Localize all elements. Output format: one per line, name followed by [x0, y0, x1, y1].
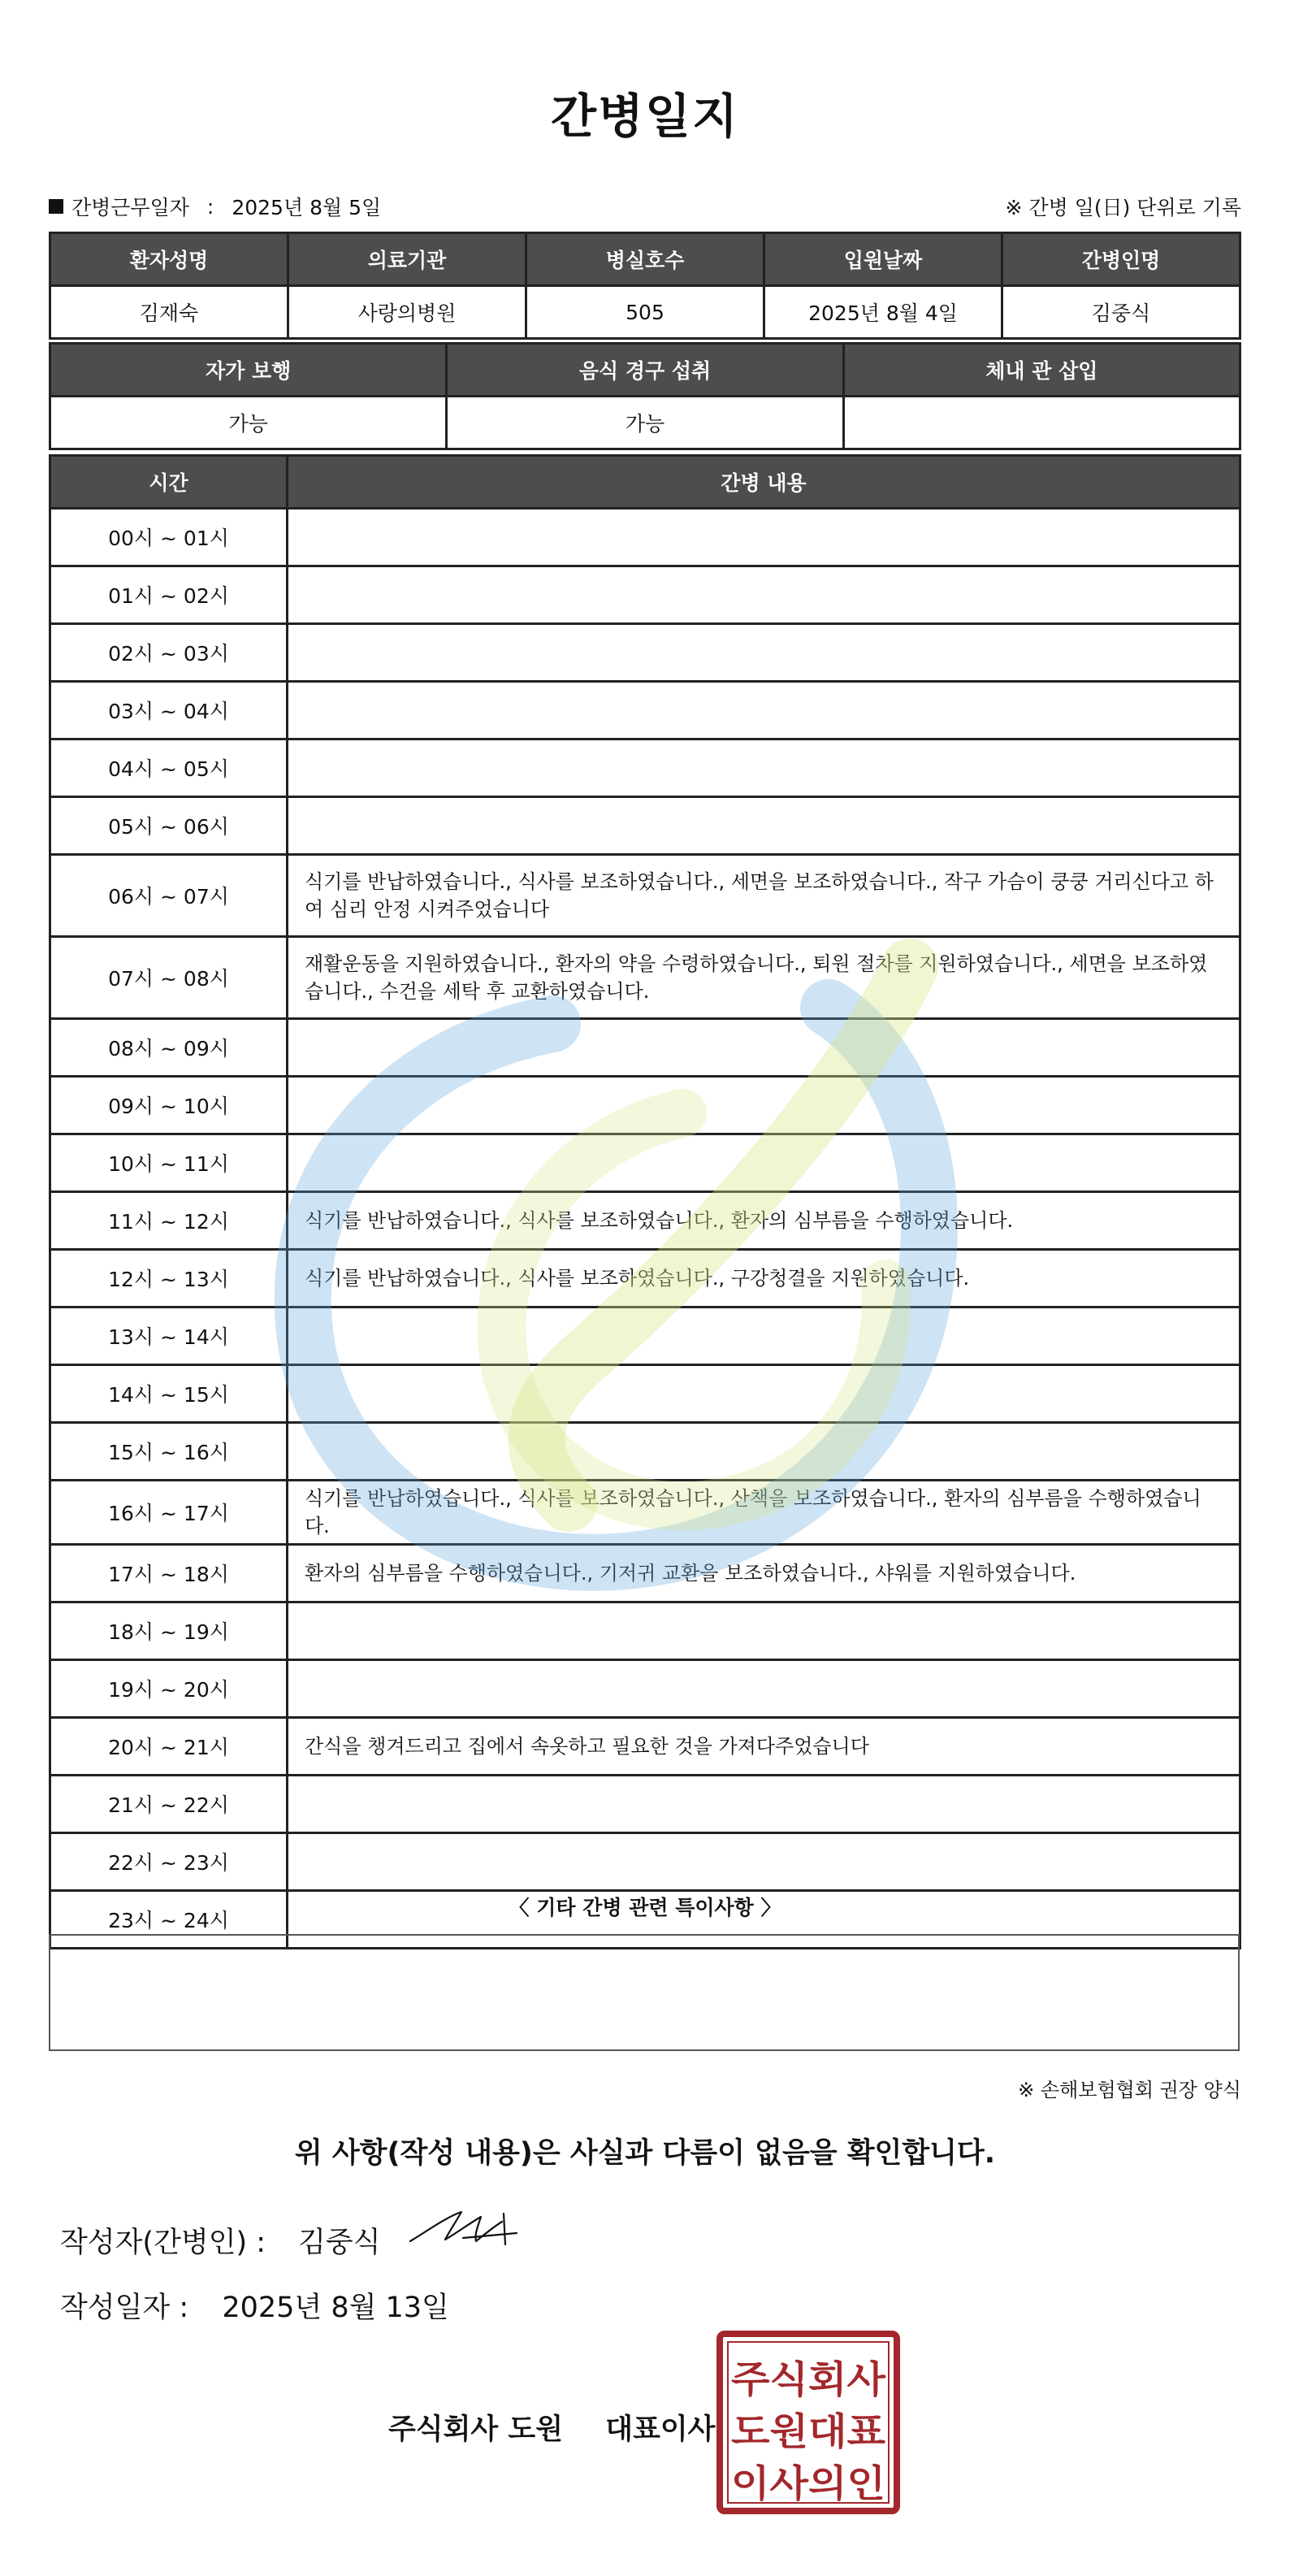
header-caregiver: 간병인명 [1002, 233, 1240, 286]
writer-label: 작성자(간병인) : [60, 2227, 266, 2259]
time-slot: 08시 ~ 09시 [50, 1019, 288, 1077]
writer-name: 김중식 [298, 2227, 381, 2259]
unit-note: ※ 간병 일(日) 단위로 기록 [1005, 196, 1241, 219]
time-slot: 06시 ~ 07시 [50, 855, 288, 937]
care-log-row [50, 855, 1240, 937]
writer-line [60, 2220, 381, 2261]
bullet-square-icon [49, 199, 63, 214]
caregiver-name: 김중식 [1002, 286, 1240, 339]
tube-insertion-value [843, 397, 1240, 449]
care-log-row [50, 1134, 1240, 1192]
care-content: 식기를 반납하였습니다., 식사를 보조하였습니다., 구강청결을 지원하였습니다. [288, 1250, 1240, 1308]
care-content [288, 1602, 1240, 1660]
care-log-row [50, 1192, 1240, 1250]
care-content [288, 1019, 1240, 1077]
care-content [288, 797, 1240, 855]
header-care-content: 간병 내용 [288, 456, 1240, 509]
time-slot: 15시 ~ 16시 [50, 1423, 288, 1481]
care-content [288, 566, 1240, 624]
time-slot: 00시 ~ 01시 [50, 509, 288, 566]
care-log-row [50, 1545, 1240, 1602]
care-content: 간식을 챙겨드리고 집에서 속옷하고 필요한 것을 가져다주었습니다 [288, 1718, 1240, 1776]
company-seal-stamp [716, 2331, 900, 2514]
header-tube-insertion: 체내 관 삽입 [843, 344, 1240, 397]
care-log-row [50, 1250, 1240, 1308]
time-slot: 23시 ~ 24시 [50, 1891, 288, 1949]
care-log-row [50, 1776, 1240, 1833]
time-slot: 09시 ~ 10시 [50, 1077, 288, 1134]
time-slot: 02시 ~ 03시 [50, 624, 288, 682]
page-title: 간병일지 [550, 89, 740, 144]
care-log-row [50, 1660, 1240, 1718]
time-slot: 07시 ~ 08시 [50, 937, 288, 1019]
time-slot: 01시 ~ 02시 [50, 566, 288, 624]
table-row [50, 286, 1240, 339]
patient-info-table [49, 232, 1241, 340]
care-log-row [50, 937, 1240, 1019]
care-content: 환자의 심부름을 수행하였습니다., 기저귀 교환을 보조하였습니다., 샤워를 지원하였습니다. [288, 1545, 1240, 1602]
care-content [288, 1660, 1240, 1718]
work-date-label: 간병근무일자 [71, 196, 189, 219]
care-content [288, 1423, 1240, 1481]
care-log-row [50, 1833, 1240, 1891]
time-slot: 16시 ~ 17시 [50, 1481, 288, 1545]
care-log-row [50, 1308, 1240, 1365]
special-notes-box [49, 1934, 1240, 2051]
care-content [288, 1833, 1240, 1891]
header-hospital: 의료기관 [288, 233, 526, 286]
care-log-row [50, 509, 1240, 566]
header-admission-date: 입원날짜 [764, 233, 1002, 286]
header-time: 시간 [50, 456, 288, 509]
care-log-row [50, 1019, 1240, 1077]
care-content [288, 1308, 1240, 1365]
time-slot: 12시 ~ 13시 [50, 1250, 288, 1308]
time-slot: 10시 ~ 11시 [50, 1134, 288, 1192]
header-oral-intake: 음식 경구 섭취 [447, 344, 843, 397]
care-log-row [50, 739, 1240, 797]
company-line [388, 2407, 715, 2448]
signature-mark [406, 2199, 520, 2256]
time-slot: 13시 ~ 14시 [50, 1308, 288, 1365]
header-room: 병실호수 [526, 233, 764, 286]
time-slot: 20시 ~ 21시 [50, 1718, 288, 1776]
time-slot: 19시 ~ 20시 [50, 1660, 288, 1718]
work-date-value: 2025년 8월 5일 [232, 196, 382, 219]
hospital-name: 사랑의병원 [288, 286, 526, 339]
time-slot: 17시 ~ 18시 [50, 1545, 288, 1602]
header-patient-name: 환자성명 [50, 233, 288, 286]
care-content [288, 682, 1240, 739]
time-slot: 22시 ~ 23시 [50, 1833, 288, 1891]
care-log-row [50, 797, 1240, 855]
care-log-table [49, 454, 1241, 1949]
written-date-value: 2025년 8월 13일 [222, 2292, 449, 2324]
care-log-row [50, 682, 1240, 739]
care-content [288, 1365, 1240, 1423]
table-row [50, 397, 1240, 449]
time-slot: 14시 ~ 15시 [50, 1365, 288, 1423]
seal-text-line: 이사의인 [731, 2461, 885, 2505]
table-header-row [50, 233, 1240, 286]
care-content: 식기를 반납하였습니다., 식사를 보조하였습니다., 세면을 보조하였습니다., 작구 가슴이 쿵쿵 거리신다고 하여 심리 안정 시켜주었습니다 [288, 855, 1240, 937]
care-content [288, 1776, 1240, 1833]
care-log-row [50, 1077, 1240, 1134]
time-slot: 18시 ~ 19시 [50, 1602, 288, 1660]
special-notes-title: 〈 기타 간병 관련 특이사항 〉 [509, 1896, 781, 1919]
written-date-line [60, 2285, 449, 2326]
care-log-row [50, 566, 1240, 624]
room-number: 505 [526, 286, 764, 339]
work-date [49, 192, 381, 221]
confirmation-statement: 위 사항(작성 내용)은 사실과 다름이 없음을 확인합니다. [294, 2137, 996, 2170]
seal-text-line: 주식회사 [731, 2357, 886, 2401]
seal-text-line: 도원대표 [731, 2409, 886, 2453]
time-slot: 05시 ~ 06시 [50, 797, 288, 855]
representative-title: 대표이사 [605, 2413, 716, 2446]
time-slot: 03시 ~ 04시 [50, 682, 288, 739]
care-log-row [50, 1481, 1240, 1545]
care-content [288, 739, 1240, 797]
work-date-colon: : [206, 194, 214, 219]
self-walking-value: 가능 [50, 397, 447, 449]
time-slot: 11시 ~ 12시 [50, 1192, 288, 1250]
care-log-row [50, 1423, 1240, 1481]
oral-intake-value: 가능 [447, 397, 843, 449]
care-log-row [50, 624, 1240, 682]
time-slot: 04시 ~ 05시 [50, 739, 288, 797]
care-content [288, 1134, 1240, 1192]
care-content [288, 1077, 1240, 1134]
patient-name: 김재숙 [50, 286, 288, 339]
form-note: ※ 손해보험협회 권장 양식 [1018, 2079, 1241, 2101]
patient-condition-table [49, 342, 1241, 450]
care-content: 재활운동을 지원하였습니다., 환자의 약을 수령하였습니다., 퇴원 절차를 지원하였습니다., 세면을 보조하였습니다., 수건을 세탁 후 교환하였습니다. [288, 937, 1240, 1019]
header-self-walking: 자가 보행 [50, 344, 447, 397]
care-content [288, 624, 1240, 682]
table-header-row [50, 456, 1240, 509]
company-name: 주식회사 도원 [388, 2413, 564, 2446]
care-log-row [50, 1718, 1240, 1776]
admission-date: 2025년 8월 4일 [764, 286, 1002, 339]
written-date-label: 작성일자 : [60, 2292, 189, 2324]
table-header-row [50, 344, 1240, 397]
care-content: 식기를 반납하였습니다., 식사를 보조하였습니다., 환자의 심부름을 수행하였습니다. [288, 1192, 1240, 1250]
care-content [288, 509, 1240, 566]
care-log-row [50, 1602, 1240, 1660]
time-slot: 21시 ~ 22시 [50, 1776, 288, 1833]
care-log-row [50, 1365, 1240, 1423]
care-content: 식기를 반납하였습니다., 식사를 보조하였습니다., 산책을 보조하였습니다., 환자의 심부름을 수행하였습니다. [288, 1481, 1240, 1545]
